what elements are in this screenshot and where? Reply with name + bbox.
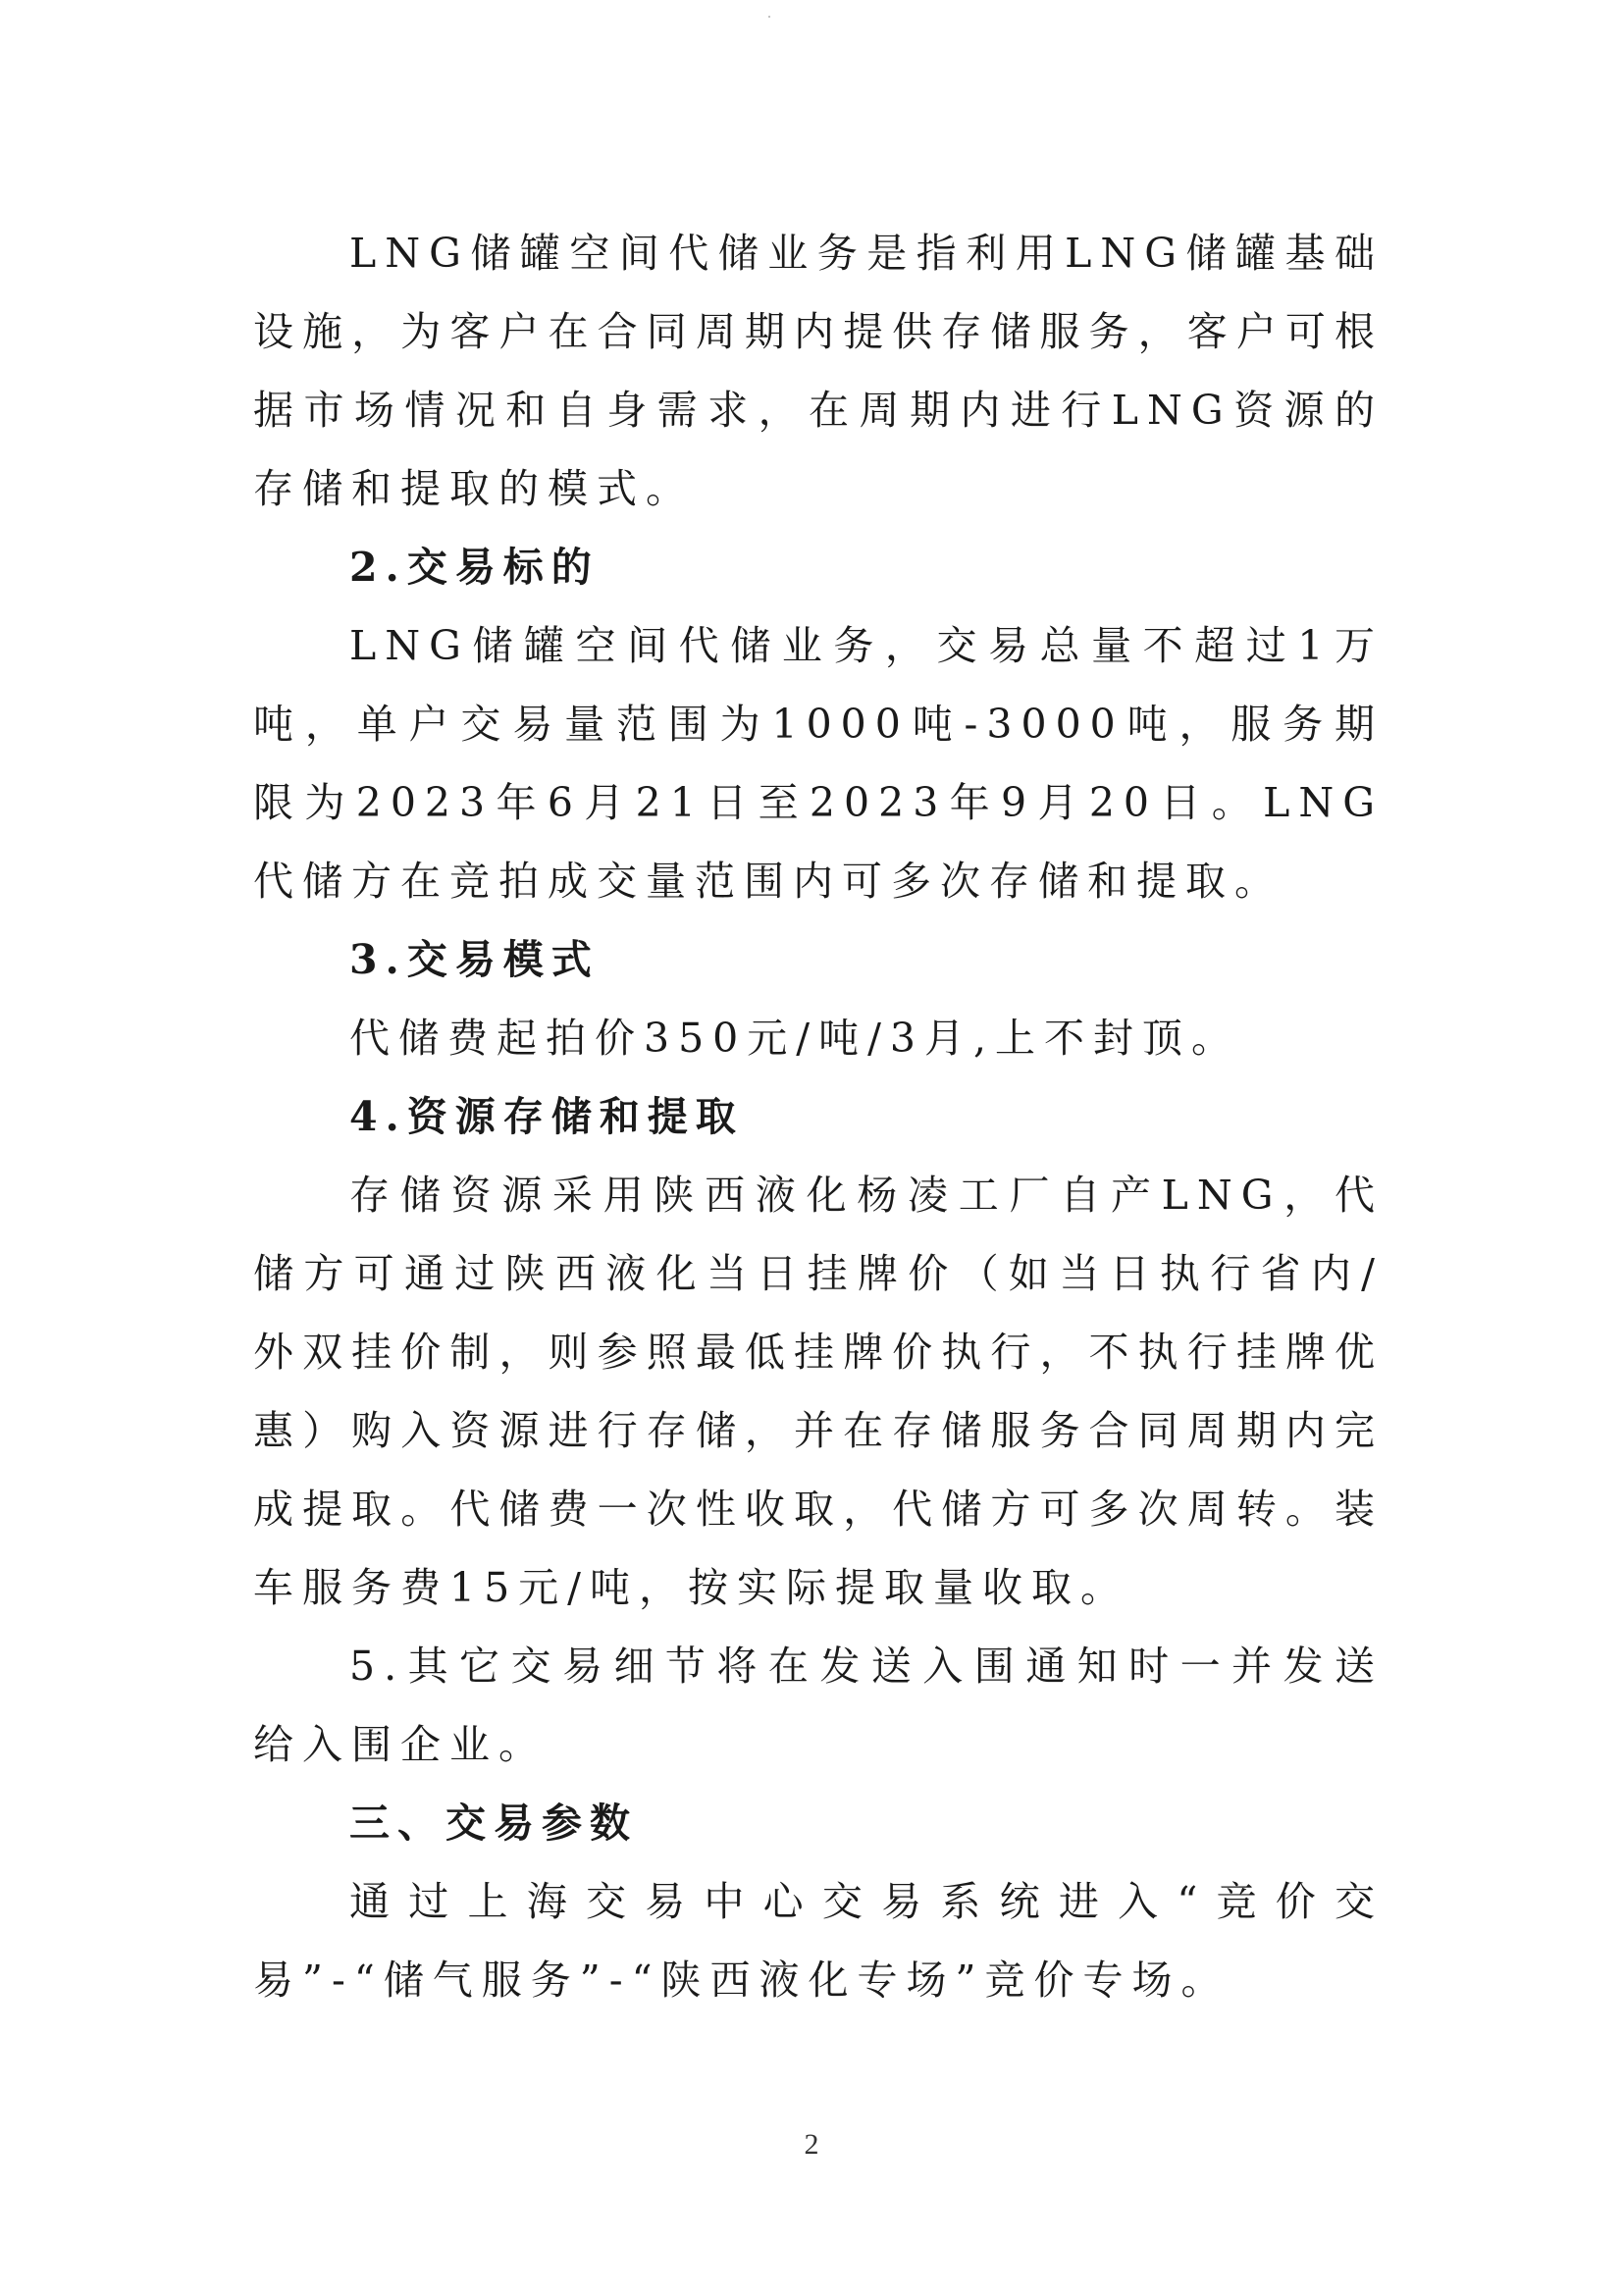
- heading-trade-mode: 3.交易模式: [349, 936, 600, 983]
- paragraph-service-definition: LNG储罐空间代储业务是指利用LNG储罐基础设施，为客户在合同周期内提供存储服务，客户可根据市场情况和自身需求，在周期内进行LNG资源的存储和提取的模式。: [253, 230, 1384, 512]
- heading-trade-subject: 2.交易标的: [349, 544, 600, 591]
- paragraph-trade-parameters: 通过上海交易中心交易系统进入“竞价交易”-“储气服务”-“陕西液化专场”竞价专场。: [253, 1878, 1384, 2004]
- paragraph-storage-extraction: 存储资源采用陕西液化杨凌工厂自产LNG，代储方可通过陕西液化当日挂牌价（如当日执行省内/外双挂价制，则参照最低挂牌价执行，不执行挂牌优惠）购入资源进行存储，并在存储服务合同周期内完成提取。代储费一次性收取，代储方可多次周转。装车服务费15元/吨，按实际提取量收取。: [253, 1172, 1384, 1611]
- paragraph-trade-subject: LNG储罐空间代储业务，交易总量不超过1万吨，单户交易量范围为1000吨-3000吨，服务期限为2023年6月21日至2023年9月20日。LNG代储方在竞拍成交量范围内可多次存储和提取。: [253, 622, 1384, 905]
- paragraph-other-details: 5.其它交易细节将在发送入围通知时一并发送给入围企业。: [253, 1643, 1384, 1768]
- document-body: [253, 214, 1384, 2019]
- scan-speck: [768, 16, 770, 18]
- heading-trade-parameters: 三、交易参数: [349, 1800, 638, 1847]
- paragraph-trade-mode: 代储费起拍价350元/吨/3月,上不封顶。: [349, 1015, 1240, 1062]
- heading-storage-extraction: 4.资源存储和提取: [349, 1093, 744, 1140]
- page-number: 2: [804, 2128, 819, 2161]
